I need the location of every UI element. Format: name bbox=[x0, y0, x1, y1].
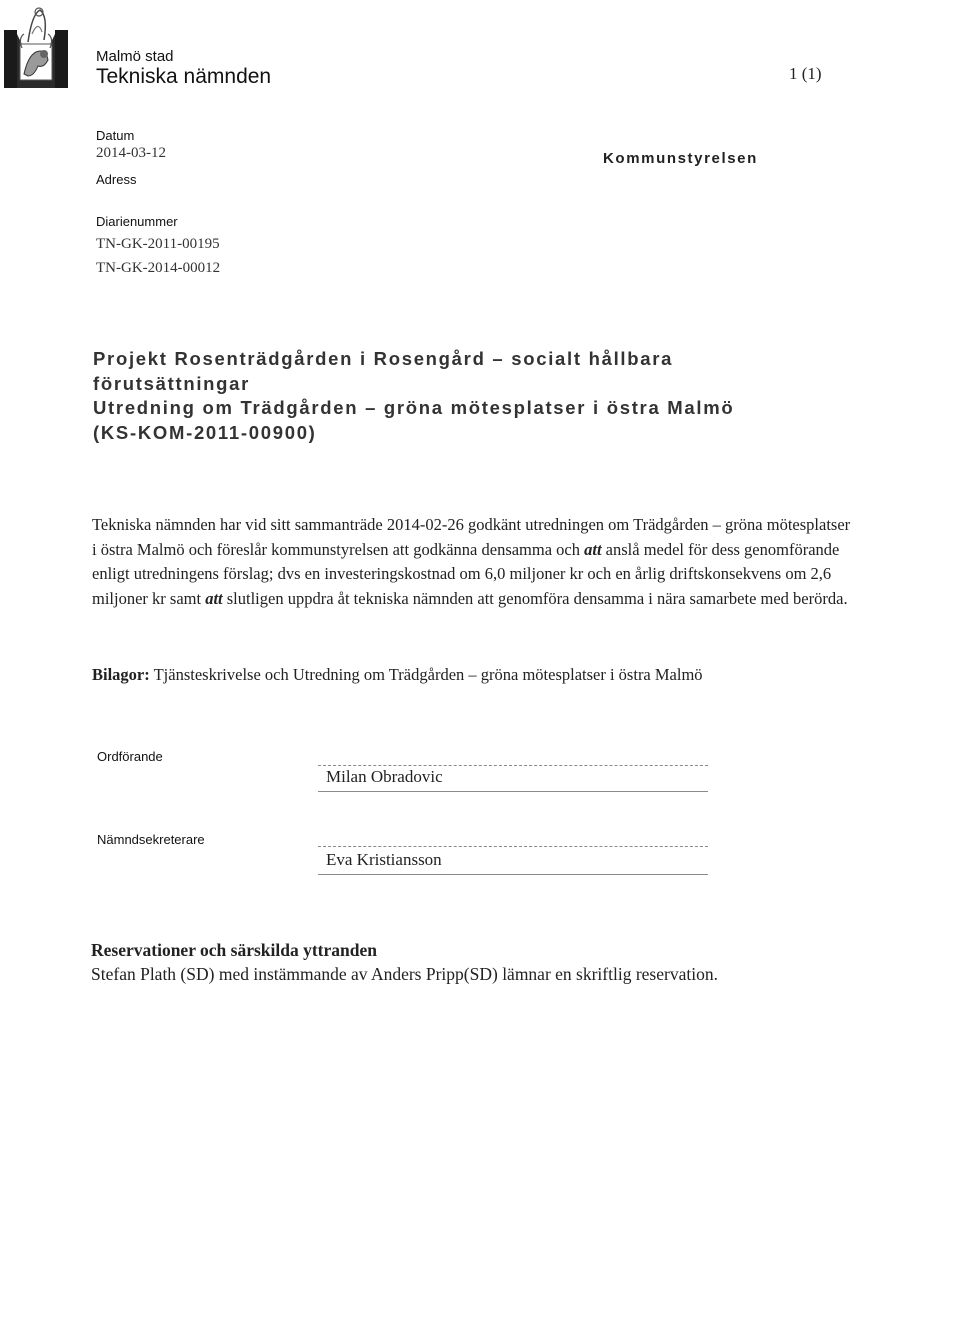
signature-line bbox=[318, 874, 708, 875]
att-emphasis: att bbox=[584, 539, 602, 559]
date-value: 2014-03-12 bbox=[96, 145, 166, 161]
secretary-role-label: Nämndsekreterare bbox=[97, 832, 205, 847]
attachments-label: Bilagor: bbox=[92, 665, 150, 684]
diary-number: TN-GK-2011-00195 bbox=[96, 236, 220, 252]
diary-number-label: Diarienummer bbox=[96, 214, 178, 229]
coat-of-arms-icon bbox=[4, 4, 68, 88]
date-label: Datum bbox=[96, 128, 135, 143]
att-emphasis: att bbox=[205, 588, 223, 608]
reservation-text: Stefan Plath (SD) med instämmande av Anders Pripp(SD) lämnar en skriftlig reservation. bbox=[91, 964, 718, 984]
attachments-text: Tjänsteskrivelse och Utredning om Trädgården – gröna mötesplatser i östra Malmö bbox=[149, 665, 703, 684]
secretary-name: Eva Kristiansson bbox=[326, 850, 442, 869]
body-text-part: anslå medel för dess genomförande enligt utredningens förslag; dvs en investeringskostnad om 6,0 miljoner kr och en årlig driftskonsekvens om 2,6 miljoner kr samt bbox=[92, 539, 840, 608]
diary-number: TN-GK-2014-00012 bbox=[96, 260, 221, 276]
chair-role-label: Ordförande bbox=[97, 749, 163, 764]
title-line: förutsättningar bbox=[93, 372, 251, 394]
address-label: Adress bbox=[96, 172, 137, 187]
signature-line bbox=[318, 846, 708, 847]
chair-name: Milan Obradovic bbox=[326, 767, 443, 786]
title-line: Utredning om Trädgården – gröna mötesplatser i östra Malmö bbox=[93, 397, 735, 418]
body-paragraph bbox=[92, 513, 852, 611]
recipient: Kommunstyrelsen bbox=[603, 150, 758, 167]
reservation-heading: Reservationer och särskilda yttranden bbox=[91, 940, 377, 960]
page-number: 1 (1) bbox=[789, 64, 822, 83]
document-title bbox=[93, 347, 853, 445]
title-line: Projekt Rosenträdgården i Rosengård – socialt hållbara bbox=[93, 348, 674, 369]
signature-line bbox=[318, 765, 708, 766]
attachments bbox=[92, 665, 703, 685]
organization-name: Malmö stad bbox=[96, 48, 174, 65]
title-line: (KS-KOM-2011-00900) bbox=[93, 421, 317, 443]
malmo-coat-of-arms-logo bbox=[4, 4, 68, 88]
body-text-part: slutligen uppdra åt tekniska nämnden att genomföra densamma i nära samarbete med berörda. bbox=[222, 588, 848, 608]
signature-line bbox=[318, 791, 708, 792]
committee-name: Tekniska nämnden bbox=[96, 65, 272, 88]
body-text-part: Tekniska nämnden har vid sitt sammanträde 2014-02-26 godkänt utredningen om Trädgården – gröna mötesplatser i östra Malmö och föreslår kommunstyrelsen att godkänna densamma och bbox=[92, 515, 851, 559]
